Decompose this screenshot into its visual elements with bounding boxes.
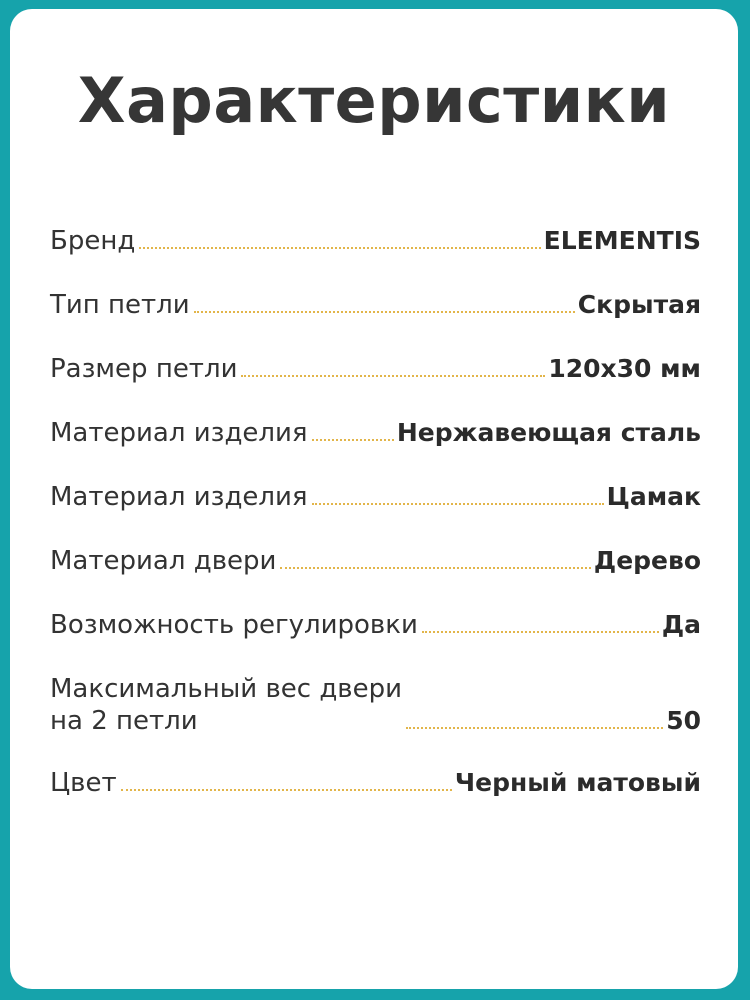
spec-label: Материал двери: [50, 546, 277, 576]
spec-value: Да: [661, 610, 701, 639]
dotted-leader: [241, 375, 545, 377]
specs-card: [10, 9, 738, 989]
dotted-leader: [312, 503, 604, 505]
spec-label: Тип петли: [50, 290, 190, 320]
spec-label: Материал изделия: [50, 418, 308, 448]
spec-label: Бренд: [50, 226, 136, 256]
dotted-leader: [312, 439, 394, 441]
spec-value: Черный матовый: [454, 768, 701, 797]
dotted-leader: [121, 789, 452, 791]
spec-row-hinge-size: [50, 353, 701, 385]
spec-value: ELEMENTIS: [543, 226, 701, 255]
spec-value: 50: [666, 706, 701, 735]
spec-label: Цвет: [50, 768, 117, 798]
spec-row-material-2: [50, 481, 701, 513]
spec-row-door-material: [50, 545, 701, 577]
spec-label: Возможность регулировки: [50, 610, 418, 640]
spec-label: Размер петли: [50, 354, 238, 384]
spec-row-adjustment: [50, 609, 701, 641]
spec-row-color: [50, 767, 701, 799]
spec-value: Скрытая: [577, 290, 701, 319]
spec-row-brand: [50, 225, 701, 257]
dotted-leader: [406, 727, 663, 729]
spec-value: Дерево: [593, 546, 701, 575]
spec-label-line-2: на 2 петли: [50, 706, 198, 736]
spec-value: Цамак: [606, 482, 701, 511]
dotted-leader: [280, 567, 591, 569]
dotted-leader: [194, 311, 575, 313]
spec-row-max-weight: [50, 673, 701, 737]
dotted-leader: [422, 631, 659, 633]
spec-label: [50, 673, 402, 737]
spec-row-material-1: [50, 417, 701, 449]
spec-row-hinge-type: [50, 289, 701, 321]
spec-value: Нержавеющая сталь: [396, 418, 701, 447]
page-title: Характеристики: [77, 64, 671, 137]
spec-value: 120х30 мм: [548, 354, 701, 383]
dotted-leader: [139, 247, 540, 249]
spec-label: Материал изделия: [50, 482, 308, 512]
spec-label-line-1: Максимальный вес двери: [50, 674, 403, 704]
